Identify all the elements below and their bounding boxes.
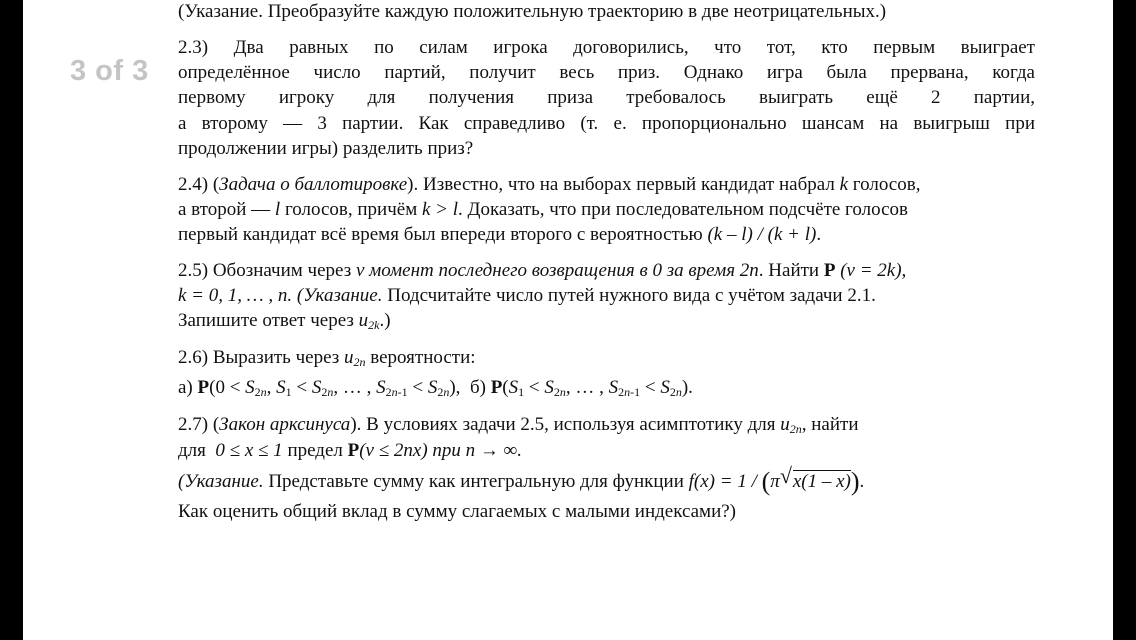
subscript: 2n (353, 355, 366, 369)
text: Запишите ответ через (178, 310, 354, 331)
problem-2-3-line-5: продолжении игры) разделить приз? (178, 138, 474, 159)
text: предел (287, 440, 343, 461)
prob-symbol: P (823, 260, 836, 281)
page-counter: 3 of 3 (70, 55, 149, 87)
text: ). В условиях задачи 2.5, используя асимптотику для (350, 414, 776, 435)
problem-2-4-line-2 (178, 199, 908, 221)
text: 2.7) ( (178, 414, 220, 435)
prob-symbol: P (490, 377, 503, 398)
text: 2.6) Выразить через (178, 347, 340, 368)
text: голосов, причём (284, 199, 418, 220)
var-l: l (274, 199, 281, 220)
item-a-label: а) (178, 377, 193, 398)
problem-2-4-line-3 (178, 224, 821, 246)
var-u: u (344, 347, 354, 368)
text: . Найти (758, 260, 820, 281)
hint-label: (Указание. (178, 471, 264, 492)
problem-2-6-line-1 (178, 347, 476, 369)
range: 0 ≤ x ≤ 1 (215, 440, 283, 461)
formula-a: ($0 < S_{2n}$, $S_1 < S_{2n}$, … , $S_{2n-1} < S_{2n}$), (209, 377, 461, 399)
item-b-label: б) (469, 377, 486, 398)
text: ). Известно, что на выборах первый кандидат набрал (407, 174, 835, 195)
text: Подсчитайте число путей нужного вида с учётом задачи 2.1. (387, 285, 876, 306)
pi-symbol: π (770, 471, 780, 492)
text: 2.5) Обозначим через (178, 260, 352, 281)
prob-expr: (ν = 2k), (840, 260, 907, 281)
problem-title: Закон арксинуса (219, 414, 351, 435)
radicand-text: x(1 – x) (792, 471, 851, 492)
problem-2-5-line-1 (178, 260, 906, 282)
problem-2-6-line-2 (178, 377, 693, 399)
right-paren: ) (850, 467, 860, 496)
problem-title: Задача о баллотировке (219, 174, 408, 195)
problem-2-4-line-1 (178, 174, 920, 196)
problem-2-7-line-3 (178, 463, 865, 496)
text: .) (379, 310, 391, 331)
condition: k > l (421, 199, 459, 220)
prob-symbol: P (347, 440, 360, 461)
subscript: 2k (368, 318, 380, 332)
radicand (793, 470, 851, 492)
subscript: 2n (789, 422, 802, 436)
problem-2-3-line-2: определённое число партий, получит весь приз. Однако игра была прервана, когда (178, 62, 1035, 83)
var-k: k (839, 174, 849, 195)
document-page (23, 0, 1113, 640)
text: первый кандидат всё время был впереди второго с вероятностью (178, 224, 703, 245)
var-u: u (358, 310, 369, 331)
var-u: u (780, 414, 790, 435)
problem-number: 2.4) (178, 174, 209, 195)
text: а второй — (178, 199, 271, 220)
text: голосов, (852, 174, 921, 195)
text: , найти (801, 414, 859, 435)
sqrt-expression (779, 463, 851, 493)
text: . (816, 224, 822, 245)
range: k = 0, 1, … , n. (178, 285, 293, 306)
problem-2-5-line-2 (178, 285, 876, 307)
prob-symbol: P (197, 377, 210, 398)
probability-formula: (k – l) / (k + l) (707, 224, 817, 245)
function-def: f(x) = 1 / (688, 471, 757, 492)
text: Представьте сумму как интегральную для функции (268, 471, 684, 492)
text: для (178, 440, 206, 461)
problem-2-3-line-1: 2.3) Два равных по силам игрока договорились, что тот, кто первым выиграет (178, 37, 1035, 58)
problem-2-7-line-1 (178, 414, 859, 436)
text: . (859, 471, 865, 492)
hint-line (178, 1, 886, 23)
radical-sign: √ (779, 463, 792, 488)
open-paren: ( (212, 174, 220, 195)
formula-b: ($S_1 < S_{2n}$, … , $S_{2n-1} < S_{2n}$). (502, 377, 693, 399)
problem-2-5-line-3 (178, 310, 391, 332)
problem-2-7-line-2 (178, 440, 522, 462)
definition: ν момент последнего возвращения в 0 за время 2n (355, 260, 759, 281)
problem-2-7-line-4: Как оценить общий вклад в сумму слагаемых с малыми индексами?) (178, 501, 737, 522)
left-paren: ( (761, 467, 771, 496)
problem-2-3-line-4: а второму — 3 партии. Как справедливо (т. е. пропорционально шансам на выигрыш при (178, 113, 1035, 134)
text: вероятности: (370, 347, 476, 368)
text: . Доказать, что при последовательном подсчёте голосов (458, 199, 908, 220)
hint-text: (Указание. Преобразуйте каждую положительную траекторию в две неотрицательных.) (178, 1, 887, 22)
hint-label: (Указание. (296, 285, 383, 306)
limit-expr: (ν ≤ 2nx) при n → ∞. (359, 440, 522, 461)
problem-2-3-line-3: первому игроку для получения приза требовалось выиграть ещё 2 партии, (178, 87, 1035, 108)
